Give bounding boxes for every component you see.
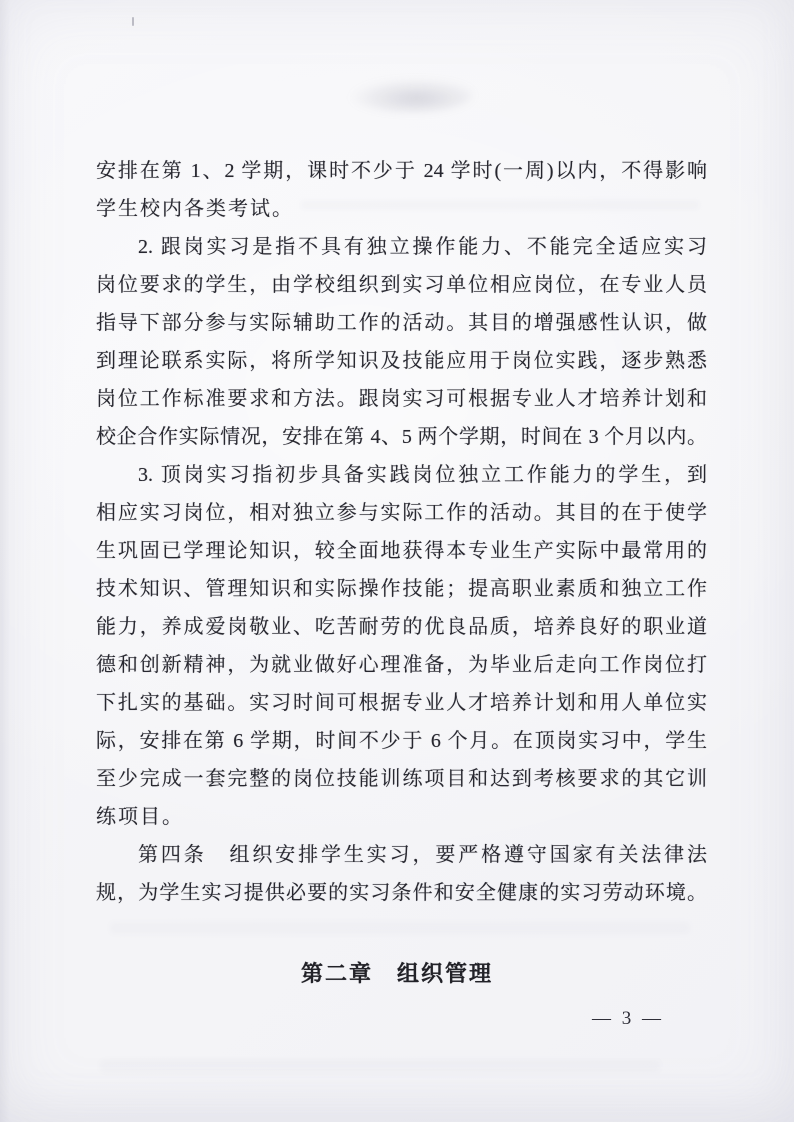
chapter-heading: 第二章 组织管理 (300, 961, 493, 986)
text-line: 校企合作实际情况，安排在第 4、5 两个学期，时间在 3 个月以内。 (96, 426, 707, 448)
text-line: 练项目。 (96, 806, 184, 828)
text-line: 到理论联系实际，将所学知识及技能应用于岗位实践，逐步熟悉 (96, 350, 707, 372)
text-line: 下扎实的基础。实习时间可根据专业人才培养计划和用人单位实 (96, 692, 707, 714)
document-body (96, 152, 707, 912)
scan-ghost-text (100, 1060, 660, 1072)
text-line: 安排在第 1、2 学期，课时不少于 24 学时(一周)以内，不得影响 (96, 160, 707, 182)
scan-ghost-text (110, 922, 690, 934)
text-line-article-4: 第四条 组织安排学生实习，要严格遵守国家有关法律法 (138, 844, 707, 866)
text-line: 学生校内各类考试。 (96, 198, 294, 220)
text-line: 指导下部分参与实际辅助工作的活动。其目的增强感性认识，做 (96, 312, 707, 334)
text-line: 规，为学生实习提供必要的实习条件和安全健康的实习劳动环境。 (96, 882, 707, 904)
text-line: 岗位要求的学生，由学校组织到实习单位相应岗位，在专业人员 (96, 274, 707, 296)
text-line: 至少完成一套完整的岗位技能训练项目和达到考核要求的其它训 (96, 768, 707, 790)
scan-smudge (348, 78, 473, 112)
text-line: 能力，养成爱岗敬业、吃苦耐劳的优良品质，培养良好的职业道 (96, 616, 707, 638)
text-line: 生巩固已学理论知识，较全面地获得本专业生产实际中最常用的 (96, 540, 707, 562)
text-line: 相应实习岗位，相对独立参与实际工作的活动。其目的在于使学 (96, 502, 707, 524)
text-line: 技术知识、管理知识和实际操作技能；提高职业素质和独立工作 (96, 578, 707, 600)
page-number: — 3 — (592, 1008, 664, 1029)
scan-speck (132, 17, 134, 26)
text-line: 际，安排在第 6 学期，时间不少于 6 个月。在顶岗实习中，学生 (96, 730, 707, 752)
text-line: 德和创新精神，为就业做好心理准备，为毕业后走向工作岗位打 (96, 654, 707, 676)
text-line-list-item-3: 3. 顶岗实习指初步具备实践岗位独立工作能力的学生，到 (138, 464, 707, 486)
text-line: 岗位工作标准要求和方法。跟岗实习可根据专业人才培养计划和 (96, 388, 707, 410)
text-line-list-item-2: 2. 跟岗实习是指不具有独立操作能力、不能完全适应实习 (138, 236, 707, 258)
